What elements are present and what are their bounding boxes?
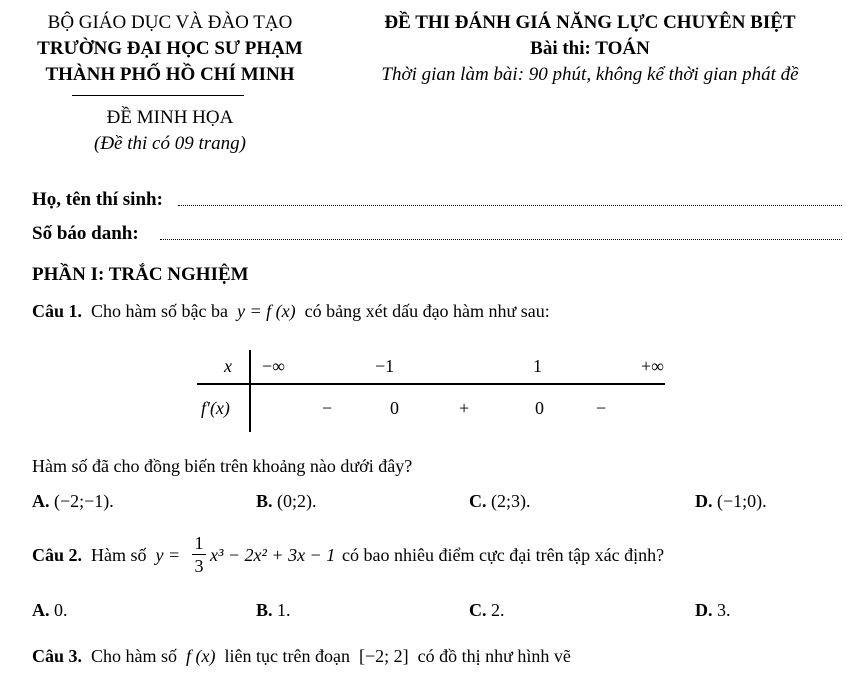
question-2-polynomial: x³ − 2x² + 3x − 1 [210, 545, 336, 565]
sign-5: − [596, 398, 607, 418]
option-value: 3. [717, 600, 731, 620]
question-1-text-after: có bảng xét dấu đạo hàm như sau: [304, 301, 550, 321]
sign-table-horizontal-line [197, 383, 665, 385]
question-1-option-c[interactable] [469, 491, 531, 512]
sign-table-vertical-line [249, 350, 251, 432]
question-2-label: Câu 2. [32, 545, 83, 565]
exam-subject: Bài thi: TOÁN [530, 38, 650, 59]
option-value: (2;3). [491, 491, 531, 511]
option-letter: A. [32, 491, 50, 511]
question-3-stem [32, 646, 571, 667]
question-2-y-eq: y = [155, 545, 181, 565]
option-letter: D. [695, 491, 713, 511]
question-2-option-c[interactable] [469, 600, 505, 621]
section-title: PHẦN I: TRẮC NGHIỆM [32, 264, 249, 285]
question-2-option-d[interactable] [695, 600, 731, 621]
x-value-neg-one: −1 [375, 356, 395, 376]
university-name: TRƯỜNG ĐẠI HỌC SƯ PHẠM [37, 38, 303, 59]
option-letter: D. [695, 600, 713, 620]
sign-4: 0 [535, 398, 544, 418]
question-1-stem [32, 301, 550, 322]
x-value-pos-infinity: +∞ [641, 356, 664, 376]
header-divider [72, 95, 244, 96]
question-1-formula: y = f (x) [236, 301, 296, 321]
question-2-stem-start [32, 545, 180, 566]
exam-duration: Thời gian làm bài: 90 phút, không kể thời gian phát đề [381, 64, 799, 85]
x-value-one: 1 [533, 356, 542, 376]
question-3-text-after: có đồ thị như hình vẽ [417, 646, 571, 666]
option-letter: C. [469, 600, 487, 620]
question-3-formula: f (x) [186, 646, 216, 666]
option-value: (−2;−1). [54, 491, 114, 511]
question-1-option-a[interactable] [32, 491, 114, 512]
question-2-option-b[interactable] [256, 600, 291, 621]
question-1-option-d[interactable] [695, 491, 767, 512]
fraction-numerator: 1 [194, 533, 204, 553]
question-2-option-a[interactable] [32, 600, 68, 621]
question-1-option-b[interactable] [256, 491, 317, 512]
question-3-text-mid: liên tục trên đoạn [224, 646, 350, 666]
option-letter: C. [469, 491, 487, 511]
sign-1: − [322, 398, 333, 418]
question-2-text-after: có bao nhiêu điểm cực đại trên tập xác định? [342, 545, 665, 565]
candidate-name-field[interactable] [178, 205, 842, 206]
option-value: 1. [277, 600, 291, 620]
candidate-id-field[interactable] [160, 239, 842, 240]
ministry-name: BỘ GIÁO DỤC VÀ ĐÀO TẠO [47, 12, 293, 33]
option-letter: A. [32, 600, 50, 620]
sign-table-x-head: x [224, 356, 232, 376]
question-1-prompt: Hàm số đã cho đồng biến trên khoảng nào dưới đây? [32, 456, 413, 476]
fraction-denominator: 3 [194, 556, 204, 576]
option-value: (0;2). [277, 491, 317, 511]
option-letter: B. [256, 491, 273, 511]
option-letter: B. [256, 600, 273, 620]
sign-3: + [459, 398, 470, 418]
question-3-interval: [−2; 2] [358, 646, 409, 666]
question-3-label: Câu 3. [32, 646, 83, 666]
question-1-text-before: Cho hàm số bậc ba [91, 301, 228, 321]
option-value: (−1;0). [717, 491, 767, 511]
page-count-note: (Đề thi có 09 trang) [94, 133, 246, 154]
sign-table-derivative-head: f′(x) [201, 398, 230, 418]
option-value: 2. [491, 600, 505, 620]
option-value: 0. [54, 600, 68, 620]
question-2-text-before: Hàm số [91, 545, 147, 565]
city-name: THÀNH PHỐ HỒ CHÍ MINH [45, 64, 295, 85]
candidate-name-label: Họ, tên thí sinh: [32, 189, 163, 210]
fraction-bar [192, 554, 206, 555]
exam-title: ĐỀ THI ĐÁNH GIÁ NĂNG LỰC CHUYÊN BIỆT [384, 12, 796, 33]
question-2-fraction [192, 533, 206, 576]
exam-type: ĐỀ MINH HỌA [106, 107, 234, 128]
question-3-text-before: Cho hàm số [91, 646, 178, 666]
question-1-label: Câu 1. [32, 301, 83, 321]
sign-2: 0 [390, 398, 399, 418]
candidate-id-label: Số báo danh: [32, 223, 139, 244]
x-value-neg-infinity: −∞ [262, 356, 285, 376]
